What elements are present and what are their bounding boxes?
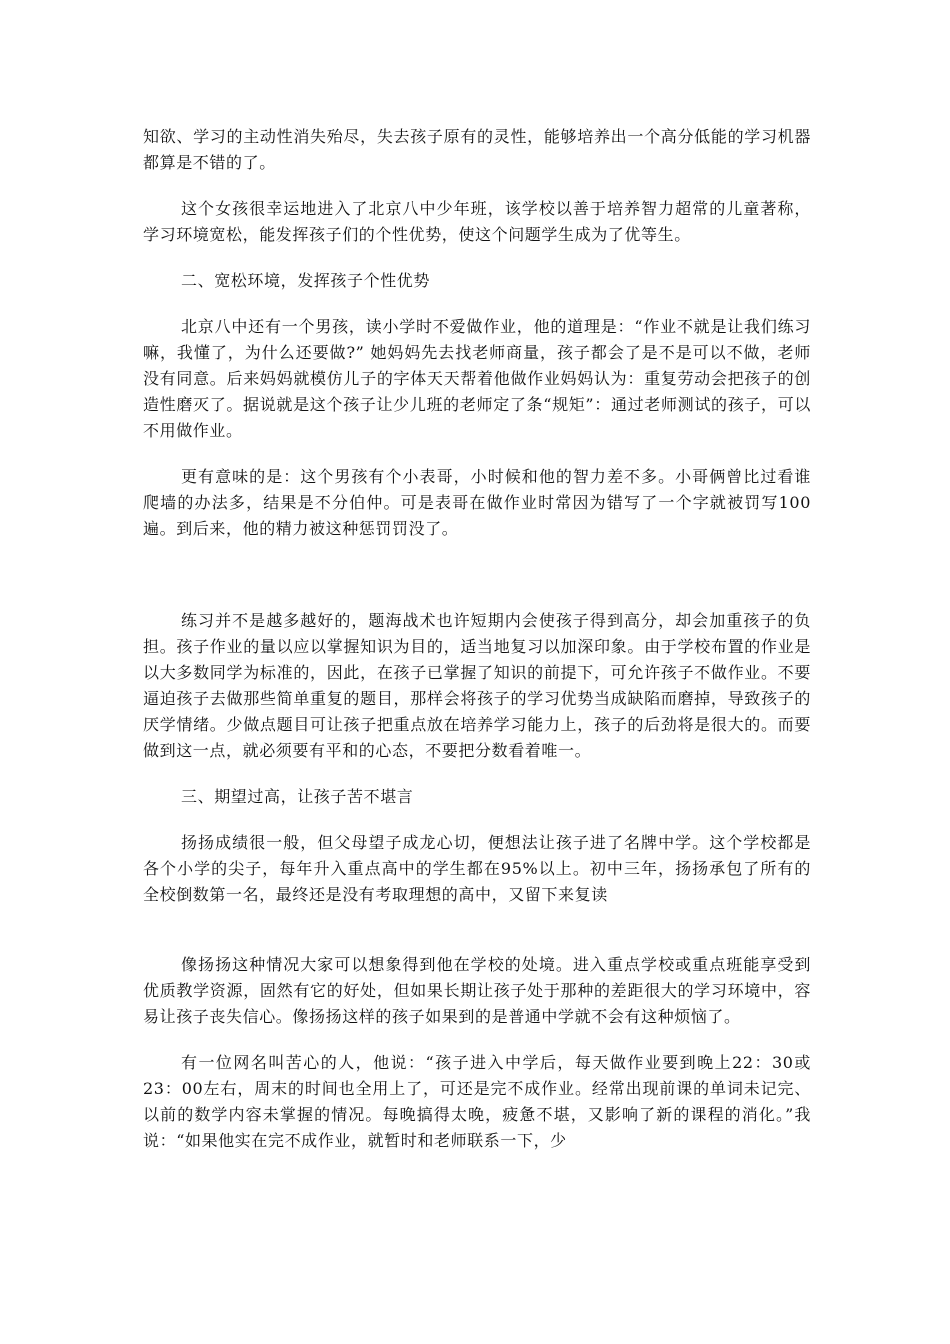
paragraph-practice: 练习并不是越多越好的，题海战术也许短期内会使孩子得到高分，却会加重孩子的负担。孩子作业的量以应以掌握知识为目的，适当地复习以加深印象。由于学校布置的作业是以大多数同学为标准的，因此，在孩子已掌握了知识的前提下，可允许孩子不做作业。不要逼迫孩子去做那些简单重复的题目，那样会将孩子的学习优势当成缺陷而磨掉，导致孩子的厌学情绪。少做点题目可让孩子把重点放在培养学习能力上，孩子的后劲将是很大的。而要做到这一点，就必须要有平和的心态，不要把分数看着唯一。 xyxy=(143,611,811,760)
section-heading-3: 三、期望过高，让孩子苦不堪言 xyxy=(181,787,414,806)
paragraph-girl-beijing-8th: 这个女孩很幸运地进入了北京八中少年班，该学校以善于培养智力超常的儿童著称，学习环境宽松，能发挥孩子们的个性优势，使这个问题学生成为了优等生。 xyxy=(143,199,811,244)
paragraph-yangyang: 扬扬成绩很一般，但父母望子成龙心切，便想法让孩子进了名牌中学。这个学校都是各个小学的尖子，每年升入重点高中的学生都在95%以上。初中三年，扬扬承包了所有的全校倒数第一名，最终还是没有考取理想的高中，又留下来复读 xyxy=(143,833,811,904)
section-heading-2: 二、宽松环境，发挥孩子个性优势 xyxy=(181,271,431,290)
paragraph-cousin: 更有意味的是：这个男孩有个小表哥，小时候和他的智力差不多。小哥俩曾比过看谁爬墙的办法多，结果是不分伯仲。可是表哥在做作业时常因为错写了一个字就被罚写100遍。到后来，他的精力被这种惩罚罚没了。 xyxy=(143,467,811,538)
paragraph-kuxin: 有一位网名叫苦心的人，他说：“孩子进入中学后，每天做作业要到晚上22：30或23：00左右，周末的时间也全用上了，可还是完不成作业。经常出现前课的单词未记完、以前的数学内容未掌握的情况。每晚搞得太晚，疲惫不堪，又影响了新的课程的消化。”我说：“如果他实在完不成作业，就暂时和老师联系一下，少 xyxy=(143,1053,811,1150)
paragraph-boy-homework: 北京八中还有一个男孩，读小学时不爱做作业，他的道理是：“作业不就是让我们练习嘛，我懂了，为什么还要做?” 她妈妈先去找老师商量，孩子都会了是不是可以不做，老师没有同意。后来妈妈就模仿儿子的字体天天帮着他做作业妈妈认为：重复劳动会把孩子的创造性磨灭了。据说就是这个孩子让少儿班的老师定了条“规矩”：通过老师测试的孩子，可以不用做作业。 xyxy=(143,317,811,440)
paragraph-intro-continuation: 知欲、学习的主动性消失殆尽，失去孩子原有的灵性，能够培养出一个高分低能的学习机器都算是不错的了。 xyxy=(143,127,811,172)
document-page xyxy=(143,124,811,1154)
paragraph-yangyang-situation: 像扬扬这种情况大家可以想象得到他在学校的处境。进入重点学校或重点班能享受到优质教学资源，固然有它的好处，但如果长期让孩子处于那种的差距很大的学习环境中，容易让孩子丧失信心。像扬扬这样的孩子如果到的是普通中学就不会有这种烦恼了。 xyxy=(143,955,811,1026)
